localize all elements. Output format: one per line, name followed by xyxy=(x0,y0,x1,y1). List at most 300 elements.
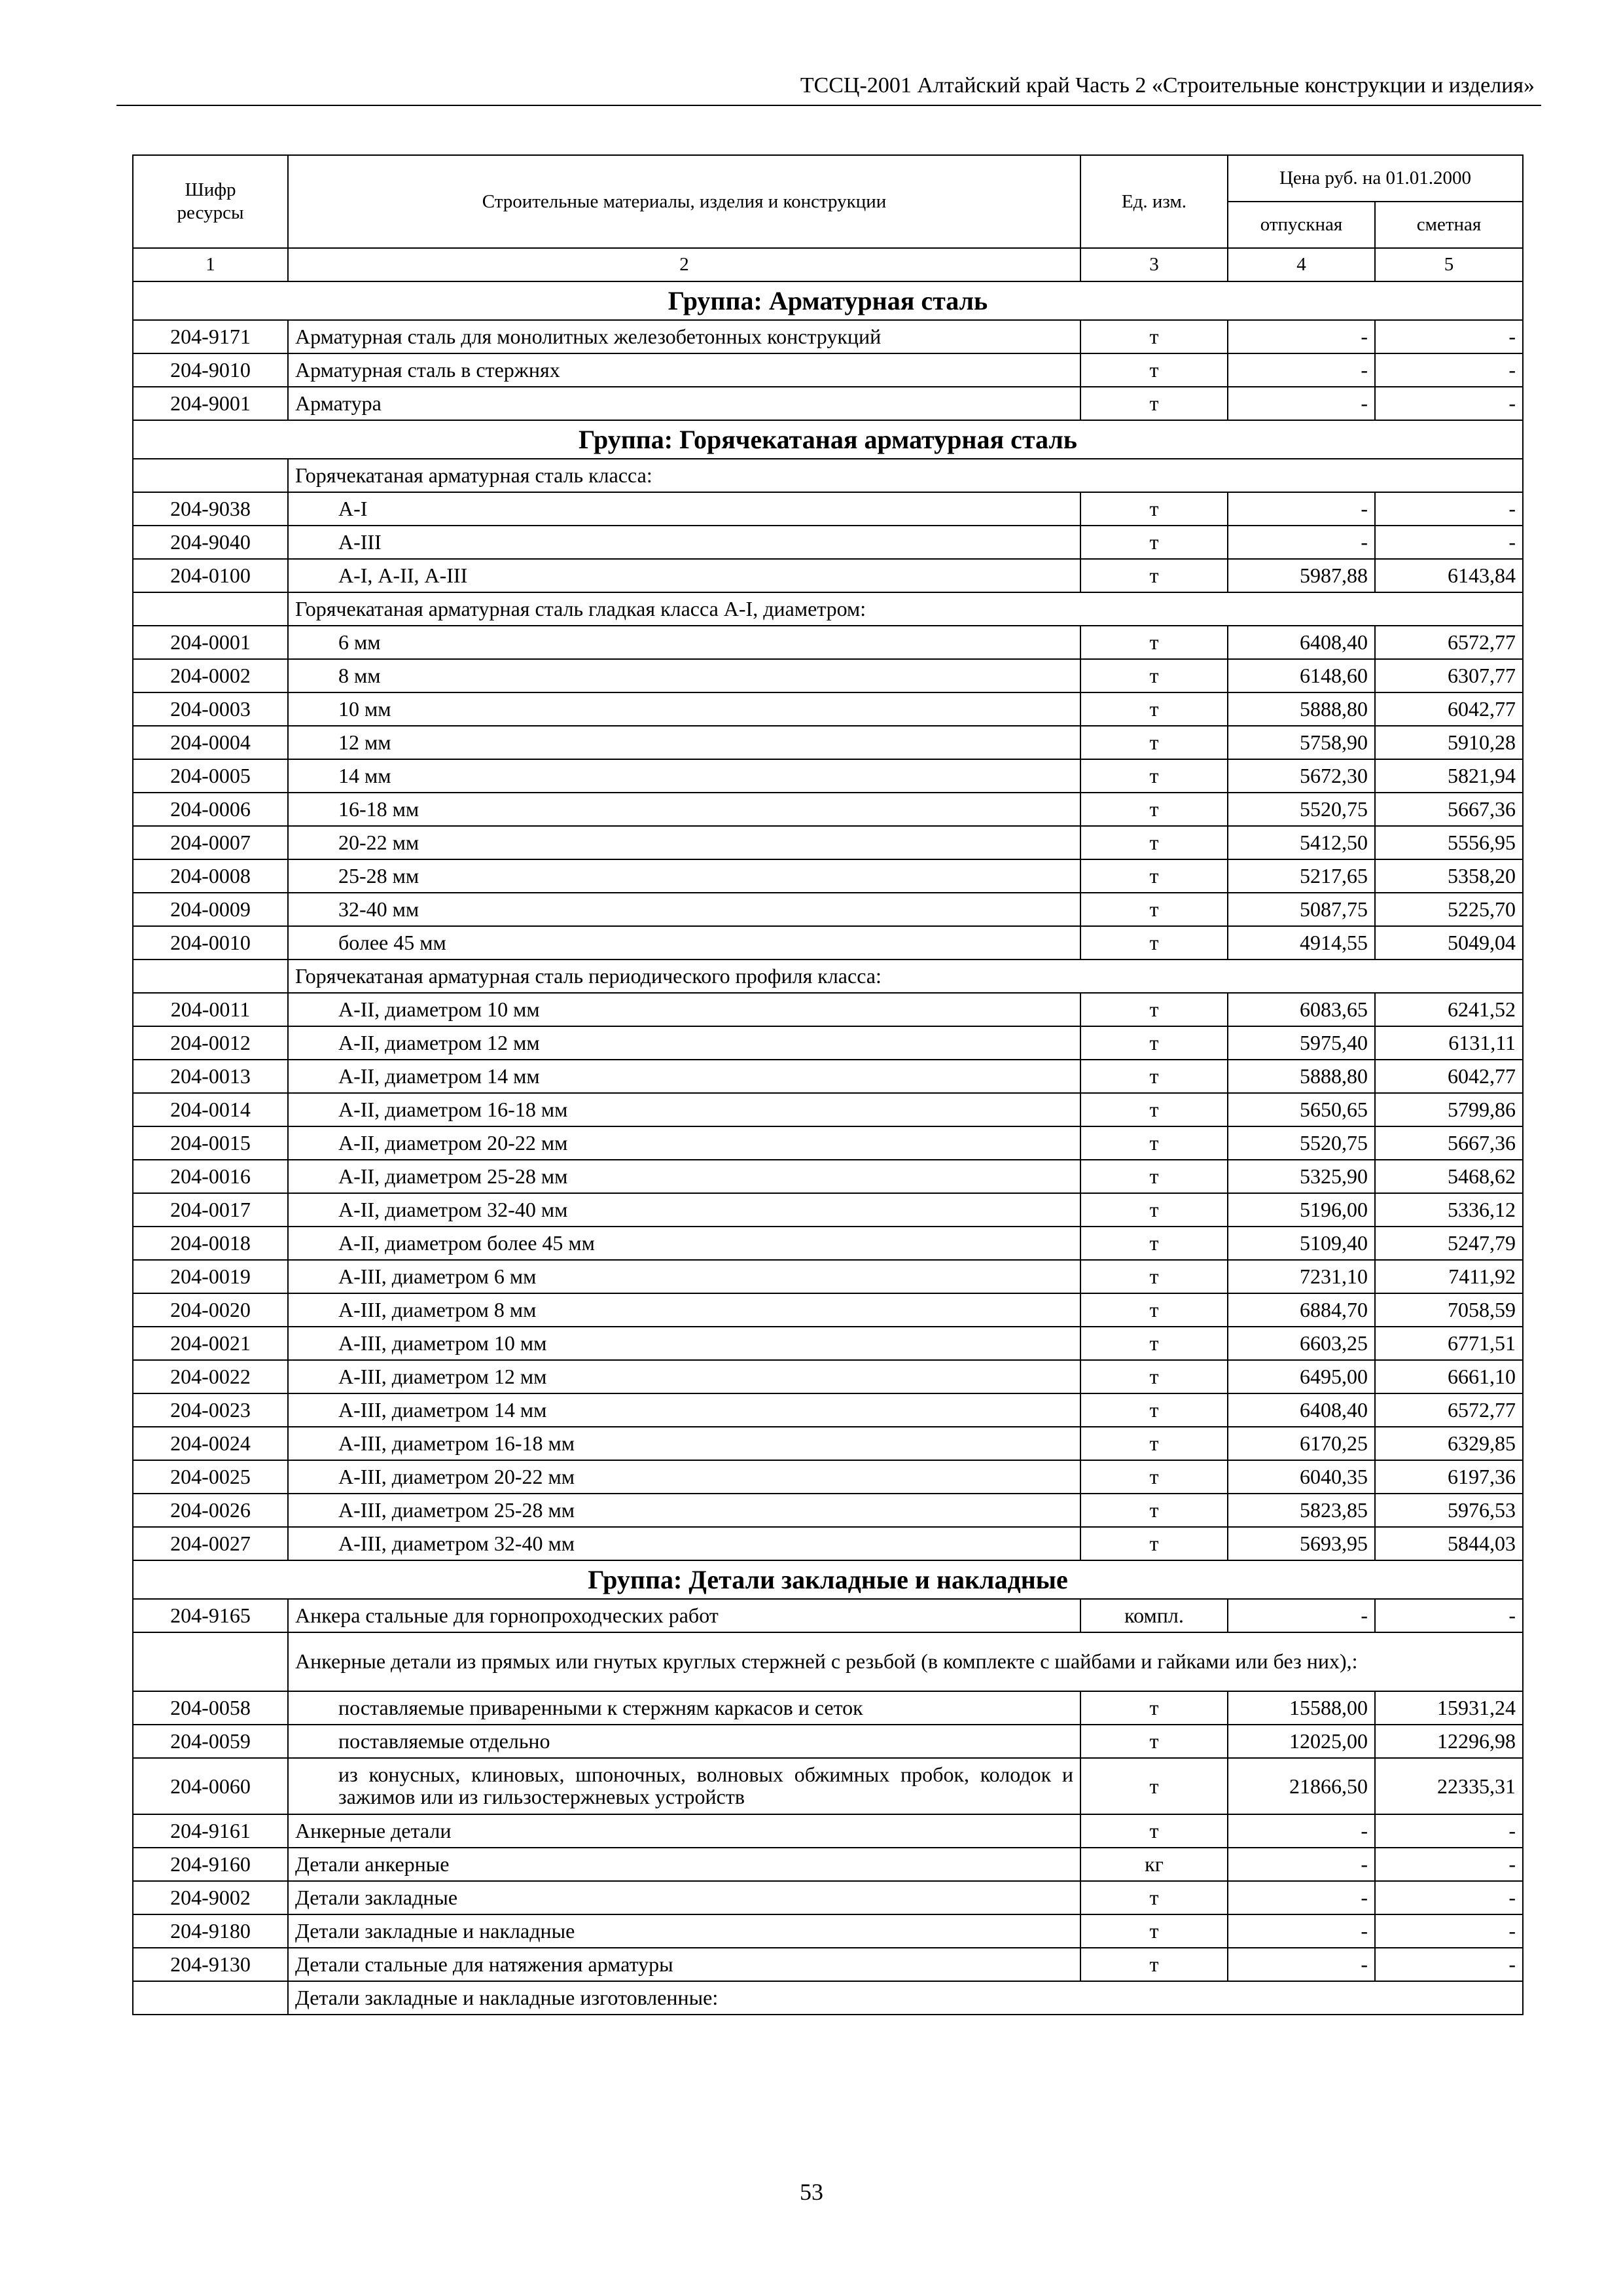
col-header-release: отпускная xyxy=(1228,202,1375,248)
cell-unit: т xyxy=(1080,692,1228,726)
cell-code: 204-9038 xyxy=(133,492,288,526)
table-row xyxy=(133,1758,1523,1814)
cell-price-release: 5987,88 xyxy=(1228,559,1375,592)
cell-price-estimate: 5247,79 xyxy=(1375,1227,1523,1260)
cell-price-estimate: - xyxy=(1375,353,1523,387)
cell-price-estimate: 5225,70 xyxy=(1375,893,1523,926)
cell-code: 204-0018 xyxy=(133,1227,288,1260)
cell-name-text: 6 мм xyxy=(338,630,381,654)
cell-code: 204-0011 xyxy=(133,993,288,1026)
cell-name-text: 16-18 мм xyxy=(338,797,419,821)
table-row xyxy=(133,1193,1523,1227)
cell-name-text: Детали стальные для натяжения арматуры xyxy=(295,1952,673,1976)
cell-code: 204-0004 xyxy=(133,726,288,759)
subheading-text: Горячекатаная арматурная сталь периодического профиля класса: xyxy=(288,960,1523,993)
cell-price-release: 5520,75 xyxy=(1228,793,1375,826)
cell-price-release: - xyxy=(1228,1914,1375,1948)
cell-name-text: А-III, диаметром 8 мм xyxy=(338,1298,537,1321)
table-row xyxy=(133,692,1523,726)
cell-name xyxy=(288,793,1080,826)
table-row xyxy=(133,1814,1523,1848)
cell-code xyxy=(133,1981,288,2015)
table-row xyxy=(133,1948,1523,1981)
cell-unit: т xyxy=(1080,1093,1228,1126)
cell-price-release: - xyxy=(1228,320,1375,353)
cell-name-text: 10 мм xyxy=(338,697,391,721)
cell-price-release: 5325,90 xyxy=(1228,1160,1375,1193)
cell-price-release: 5823,85 xyxy=(1228,1494,1375,1527)
cell-unit: т xyxy=(1080,859,1228,893)
cell-unit: т xyxy=(1080,320,1228,353)
cell-code: 204-0024 xyxy=(133,1427,288,1460)
cell-unit: т xyxy=(1080,1060,1228,1093)
cell-name xyxy=(288,626,1080,659)
cell-name-text: 14 мм xyxy=(338,764,391,787)
cell-name-text: 8 мм xyxy=(338,664,381,687)
subheading-text: Горячекатаная арматурная сталь гладкая класса А-I, диаметром: xyxy=(288,592,1523,626)
cell-name xyxy=(288,1193,1080,1227)
cell-price-release: 21866,50 xyxy=(1228,1758,1375,1814)
cell-code: 204-0002 xyxy=(133,659,288,692)
cell-name xyxy=(288,826,1080,859)
cell-unit: т xyxy=(1080,1126,1228,1160)
cell-price-estimate: 6143,84 xyxy=(1375,559,1523,592)
cell-name xyxy=(288,893,1080,926)
cell-name-text: 32-40 мм xyxy=(338,897,419,921)
group-row xyxy=(133,281,1523,320)
table-row xyxy=(133,1914,1523,1948)
cell-name xyxy=(288,1460,1080,1494)
cell-price-estimate: - xyxy=(1375,1914,1523,1948)
cell-unit: кг xyxy=(1080,1848,1228,1881)
cell-price-estimate: - xyxy=(1375,1599,1523,1632)
cell-price-release: - xyxy=(1228,1948,1375,1981)
cell-price-release: 6495,00 xyxy=(1228,1360,1375,1393)
cell-code: 204-0020 xyxy=(133,1293,288,1327)
col-header-unit: Ед. изм. xyxy=(1080,155,1228,248)
table-row xyxy=(133,926,1523,960)
cell-name-text: Арматура xyxy=(295,391,382,415)
cell-price-estimate: 7058,59 xyxy=(1375,1293,1523,1327)
cell-unit: т xyxy=(1080,1227,1228,1260)
cell-code: 204-0100 xyxy=(133,559,288,592)
cell-code xyxy=(133,459,288,492)
cell-name xyxy=(288,1725,1080,1758)
cell-price-estimate: - xyxy=(1375,320,1523,353)
cell-code: 204-0059 xyxy=(133,1725,288,1758)
cell-code xyxy=(133,1632,288,1691)
cell-name-text: А-II, диаметром 32-40 мм xyxy=(338,1198,568,1221)
table-row xyxy=(133,1460,1523,1494)
price-table xyxy=(132,154,1524,2015)
table-header xyxy=(133,155,1523,281)
table-row xyxy=(133,759,1523,793)
cell-price-release: - xyxy=(1228,387,1375,420)
column-number: 2 xyxy=(288,248,1080,281)
table-row xyxy=(133,1026,1523,1060)
cell-unit: т xyxy=(1080,1427,1228,1460)
cell-price-release: 7231,10 xyxy=(1228,1260,1375,1293)
cell-code: 204-0015 xyxy=(133,1126,288,1160)
cell-unit: т xyxy=(1080,1948,1228,1981)
cell-unit: т xyxy=(1080,826,1228,859)
table-body xyxy=(133,281,1523,2015)
cell-code: 204-0012 xyxy=(133,1026,288,1060)
cell-unit: т xyxy=(1080,659,1228,692)
table-row xyxy=(133,993,1523,1026)
cell-price-release: 5217,65 xyxy=(1228,859,1375,893)
column-number: 5 xyxy=(1375,248,1523,281)
cell-price-estimate: 6197,36 xyxy=(1375,1460,1523,1494)
cell-code: 204-9002 xyxy=(133,1881,288,1914)
cell-price-release: 6040,35 xyxy=(1228,1460,1375,1494)
cell-name-text: А-III, диаметром 12 мм xyxy=(338,1365,547,1388)
table-row xyxy=(133,1393,1523,1427)
cell-unit: т xyxy=(1080,726,1228,759)
column-number: 1 xyxy=(133,248,288,281)
cell-name-text: 25-28 мм xyxy=(338,864,419,888)
cell-code: 204-0060 xyxy=(133,1758,288,1814)
cell-name xyxy=(288,1814,1080,1848)
subheading-row xyxy=(133,592,1523,626)
table-row xyxy=(133,353,1523,387)
cell-unit: т xyxy=(1080,492,1228,526)
cell-name-text: А-II, диаметром 16-18 мм xyxy=(338,1098,568,1121)
cell-name xyxy=(288,859,1080,893)
cell-code: 204-0027 xyxy=(133,1527,288,1560)
cell-name xyxy=(288,1691,1080,1725)
cell-price-estimate: 6572,77 xyxy=(1375,1393,1523,1427)
cell-code: 204-0017 xyxy=(133,1193,288,1227)
cell-price-estimate: - xyxy=(1375,492,1523,526)
cell-name xyxy=(288,1126,1080,1160)
cell-name xyxy=(288,1494,1080,1527)
cell-unit: т xyxy=(1080,1260,1228,1293)
cell-price-release: 5650,65 xyxy=(1228,1093,1375,1126)
cell-code: 204-0022 xyxy=(133,1360,288,1393)
table-row xyxy=(133,1293,1523,1327)
cell-name-text: А-II, диаметром 12 мм xyxy=(338,1031,540,1054)
cell-price-estimate: - xyxy=(1375,1848,1523,1881)
cell-price-release: 6603,25 xyxy=(1228,1327,1375,1360)
cell-price-estimate: 6042,77 xyxy=(1375,1060,1523,1093)
cell-name-text: Арматурная сталь в стержнях xyxy=(295,358,560,382)
subheading-text: Анкерные детали из прямых или гнутых круглых стержней с резьбой (в комплекте с шайбами и гайками или без них),: xyxy=(288,1632,1523,1691)
cell-name xyxy=(288,993,1080,1026)
cell-code: 204-9040 xyxy=(133,526,288,559)
cell-name-text: поставляемые отдельно xyxy=(338,1729,550,1753)
cell-name xyxy=(288,1160,1080,1193)
table-row xyxy=(133,1848,1523,1881)
cell-unit: т xyxy=(1080,526,1228,559)
cell-price-release: 4914,55 xyxy=(1228,926,1375,960)
table-row xyxy=(133,1160,1523,1193)
cell-price-release: 5975,40 xyxy=(1228,1026,1375,1060)
table-row xyxy=(133,726,1523,759)
cell-name-text: А-I xyxy=(338,497,368,520)
cell-name-text: поставляемые приваренными к стержням каркасов и сеток xyxy=(338,1696,863,1719)
cell-code xyxy=(133,592,288,626)
cell-price-estimate: 5667,36 xyxy=(1375,793,1523,826)
cell-name-text: А-II, диаметром 14 мм xyxy=(338,1064,540,1088)
cell-unit: т xyxy=(1080,353,1228,387)
subheading-row xyxy=(133,1632,1523,1691)
table-row xyxy=(133,1360,1523,1393)
cell-unit: т xyxy=(1080,1914,1228,1948)
cell-code: 204-0007 xyxy=(133,826,288,859)
cell-name-text: А-III, диаметром 32-40 мм xyxy=(338,1532,575,1555)
cell-code: 204-0005 xyxy=(133,759,288,793)
cell-price-release: 5412,50 xyxy=(1228,826,1375,859)
cell-price-estimate: 6572,77 xyxy=(1375,626,1523,659)
cell-code: 204-0006 xyxy=(133,793,288,826)
cell-unit: т xyxy=(1080,1494,1228,1527)
cell-price-estimate: 5799,86 xyxy=(1375,1093,1523,1126)
cell-name xyxy=(288,1914,1080,1948)
cell-name-text: А-II, диаметром 10 мм xyxy=(338,997,540,1021)
cell-unit: компл. xyxy=(1080,1599,1228,1632)
cell-name-text: А-II, диаметром 25-28 мм xyxy=(338,1164,568,1188)
cell-code: 204-0019 xyxy=(133,1260,288,1293)
cell-code: 204-0016 xyxy=(133,1160,288,1193)
table-row xyxy=(133,559,1523,592)
cell-name-text: А-III, диаметром 10 мм xyxy=(338,1331,547,1355)
cell-unit: т xyxy=(1080,1293,1228,1327)
col-header-code: Шифр ресурсы xyxy=(133,155,288,248)
cell-price-release: 5196,00 xyxy=(1228,1193,1375,1227)
cell-code: 204-9165 xyxy=(133,1599,288,1632)
cell-price-estimate: 6131,11 xyxy=(1375,1026,1523,1060)
cell-name-text: Детали закладные и накладные xyxy=(295,1919,575,1943)
cell-price-estimate: 5556,95 xyxy=(1375,826,1523,859)
cell-name xyxy=(288,1881,1080,1914)
cell-name xyxy=(288,1948,1080,1981)
cell-price-release: 6148,60 xyxy=(1228,659,1375,692)
cell-name-text: более 45 мм xyxy=(338,931,446,954)
cell-name-text: А-II, диаметром более 45 мм xyxy=(338,1231,595,1255)
cell-price-estimate: 6661,10 xyxy=(1375,1360,1523,1393)
cell-name xyxy=(288,1327,1080,1360)
cell-unit: т xyxy=(1080,387,1228,420)
cell-code: 204-9001 xyxy=(133,387,288,420)
cell-price-release: - xyxy=(1228,1848,1375,1881)
cell-name xyxy=(288,320,1080,353)
cell-name-text: А-II, диаметром 20-22 мм xyxy=(338,1131,568,1155)
subheading-row xyxy=(133,1981,1523,2015)
cell-price-estimate: - xyxy=(1375,1948,1523,1981)
table-row xyxy=(133,1725,1523,1758)
cell-price-estimate: 6307,77 xyxy=(1375,659,1523,692)
cell-name xyxy=(288,726,1080,759)
cell-price-estimate: 12296,98 xyxy=(1375,1725,1523,1758)
col-header-price: Цена руб. на 01.01.2000 xyxy=(1228,155,1523,202)
table-row xyxy=(133,1327,1523,1360)
cell-name-text: 20-22 мм xyxy=(338,831,419,854)
table-row xyxy=(133,626,1523,659)
cell-price-estimate: - xyxy=(1375,1814,1523,1848)
cell-unit: т xyxy=(1080,1691,1228,1725)
cell-price-estimate: 5468,62 xyxy=(1375,1160,1523,1193)
cell-name xyxy=(288,1360,1080,1393)
subheading-row xyxy=(133,960,1523,993)
cell-name-text: А-III, диаметром 6 мм xyxy=(338,1265,537,1288)
cell-code: 204-0014 xyxy=(133,1093,288,1126)
table-row xyxy=(133,793,1523,826)
cell-name xyxy=(288,1599,1080,1632)
cell-name-text: Анкерные детали xyxy=(295,1819,452,1842)
cell-price-estimate: 5336,12 xyxy=(1375,1193,1523,1227)
cell-code: 204-0023 xyxy=(133,1393,288,1427)
cell-price-release: 5672,30 xyxy=(1228,759,1375,793)
cell-price-release: 15588,00 xyxy=(1228,1691,1375,1725)
cell-unit: т xyxy=(1080,993,1228,1026)
cell-unit: т xyxy=(1080,1460,1228,1494)
column-number: 4 xyxy=(1228,248,1375,281)
cell-unit: т xyxy=(1080,893,1228,926)
cell-price-estimate: 6771,51 xyxy=(1375,1327,1523,1360)
cell-name-text: А-III, диаметром 20-22 мм xyxy=(338,1465,575,1488)
cell-code: 204-0058 xyxy=(133,1691,288,1725)
cell-price-release: 5109,40 xyxy=(1228,1227,1375,1260)
cell-name xyxy=(288,1060,1080,1093)
table-row xyxy=(133,492,1523,526)
cell-name-text: А-III, диаметром 25-28 мм xyxy=(338,1498,575,1522)
cell-name xyxy=(288,526,1080,559)
table-row xyxy=(133,1060,1523,1093)
cell-name-text: Детали анкерные xyxy=(295,1852,450,1876)
subheading-text: Детали закладные и накладные изготовленные: xyxy=(288,1981,1523,2015)
cell-price-release: - xyxy=(1228,353,1375,387)
cell-unit: т xyxy=(1080,1814,1228,1848)
table-row xyxy=(133,1599,1523,1632)
cell-price-estimate: 6329,85 xyxy=(1375,1427,1523,1460)
table-row xyxy=(133,526,1523,559)
cell-name xyxy=(288,1227,1080,1260)
cell-unit: т xyxy=(1080,1527,1228,1560)
cell-price-release: 6408,40 xyxy=(1228,626,1375,659)
table-row xyxy=(133,1527,1523,1560)
cell-price-estimate: 5358,20 xyxy=(1375,859,1523,893)
cell-unit: т xyxy=(1080,1327,1228,1360)
page-number: 53 xyxy=(800,2179,823,2205)
cell-price-release: 5693,95 xyxy=(1228,1527,1375,1560)
cell-price-estimate: 15931,24 xyxy=(1375,1691,1523,1725)
cell-name xyxy=(288,492,1080,526)
cell-price-estimate: - xyxy=(1375,1881,1523,1914)
cell-unit: т xyxy=(1080,1360,1228,1393)
cell-unit: т xyxy=(1080,1026,1228,1060)
cell-name-text: А-I, А-II, А-III xyxy=(338,564,468,587)
cell-unit: т xyxy=(1080,559,1228,592)
group-row xyxy=(133,420,1523,459)
cell-unit: т xyxy=(1080,1758,1228,1814)
column-number: 3 xyxy=(1080,248,1228,281)
col-header-name: Строительные материалы, изделия и конструкции xyxy=(288,155,1080,248)
cell-name xyxy=(288,1026,1080,1060)
cell-name-text: Анкера стальные для горнопроходческих работ xyxy=(295,1604,719,1627)
cell-unit: т xyxy=(1080,1160,1228,1193)
cell-unit: т xyxy=(1080,626,1228,659)
cell-price-estimate: - xyxy=(1375,387,1523,420)
table-row xyxy=(133,893,1523,926)
cell-code: 204-0008 xyxy=(133,859,288,893)
cell-name: из конусных, клиновых, шпоночных, волновых обжимных пробок, колодок и зажимов или из гильзостержневых устройств xyxy=(288,1758,1080,1814)
cell-code: 204-0025 xyxy=(133,1460,288,1494)
cell-unit: т xyxy=(1080,926,1228,960)
cell-unit: т xyxy=(1080,1393,1228,1427)
cell-code: 204-9180 xyxy=(133,1914,288,1948)
running-header xyxy=(116,71,1541,106)
table-row xyxy=(133,1227,1523,1260)
cell-code: 204-0003 xyxy=(133,692,288,726)
cell-name-text: А-III, диаметром 16-18 мм xyxy=(338,1431,575,1455)
cell-price-release: 6170,25 xyxy=(1228,1427,1375,1460)
cell-price-release: 5520,75 xyxy=(1228,1126,1375,1160)
cell-name xyxy=(288,692,1080,726)
cell-price-estimate: 7411,92 xyxy=(1375,1260,1523,1293)
table-row xyxy=(133,826,1523,859)
table-row xyxy=(133,387,1523,420)
cell-name xyxy=(288,1393,1080,1427)
cell-unit: т xyxy=(1080,1725,1228,1758)
cell-code: 204-9160 xyxy=(133,1848,288,1881)
cell-name-text: Арматурная сталь для монолитных железобетонных конструкций xyxy=(295,325,882,348)
table-row xyxy=(133,1494,1523,1527)
cell-name xyxy=(288,926,1080,960)
cell-name xyxy=(288,1427,1080,1460)
cell-code: 204-0013 xyxy=(133,1060,288,1093)
cell-name xyxy=(288,1293,1080,1327)
cell-code: 204-0021 xyxy=(133,1327,288,1360)
cell-code: 204-9171 xyxy=(133,320,288,353)
table-row xyxy=(133,320,1523,353)
cell-name-text: А-III, диаметром 14 мм xyxy=(338,1398,547,1422)
header-title: ТССЦ-2001 Алтайский край Часть 2 «Строительные конструкции и изделия» xyxy=(800,73,1535,98)
group-row xyxy=(133,1560,1523,1599)
table-row xyxy=(133,1260,1523,1293)
table-row xyxy=(133,1881,1523,1914)
group-title: Группа: Горячекатаная арматурная сталь xyxy=(133,420,1523,459)
cell-price-release: - xyxy=(1228,1814,1375,1848)
cell-name xyxy=(288,387,1080,420)
cell-name xyxy=(288,559,1080,592)
cell-name xyxy=(288,659,1080,692)
cell-price-estimate: 6042,77 xyxy=(1375,692,1523,726)
group-title: Группа: Детали закладные и накладные xyxy=(133,1560,1523,1599)
cell-price-release: - xyxy=(1228,1881,1375,1914)
table-row xyxy=(133,1691,1523,1725)
table-row xyxy=(133,659,1523,692)
cell-price-estimate: 5049,04 xyxy=(1375,926,1523,960)
cell-name xyxy=(288,1848,1080,1881)
cell-name xyxy=(288,1093,1080,1126)
cell-code: 204-9130 xyxy=(133,1948,288,1981)
cell-price-estimate: 6241,52 xyxy=(1375,993,1523,1026)
cell-name-text: Детали закладные xyxy=(295,1886,458,1909)
group-title: Группа: Арматурная сталь xyxy=(133,281,1523,320)
cell-price-release: 5087,75 xyxy=(1228,893,1375,926)
cell-price-release: 12025,00 xyxy=(1228,1725,1375,1758)
cell-price-release: - xyxy=(1228,1599,1375,1632)
cell-price-release: - xyxy=(1228,526,1375,559)
cell-code: 204-9010 xyxy=(133,353,288,387)
cell-code: 204-0009 xyxy=(133,893,288,926)
cell-code: 204-9161 xyxy=(133,1814,288,1848)
cell-price-estimate: 5844,03 xyxy=(1375,1527,1523,1560)
cell-price-release: 5758,90 xyxy=(1228,726,1375,759)
cell-price-release: 6884,70 xyxy=(1228,1293,1375,1327)
cell-name-text: А-III xyxy=(338,530,382,554)
